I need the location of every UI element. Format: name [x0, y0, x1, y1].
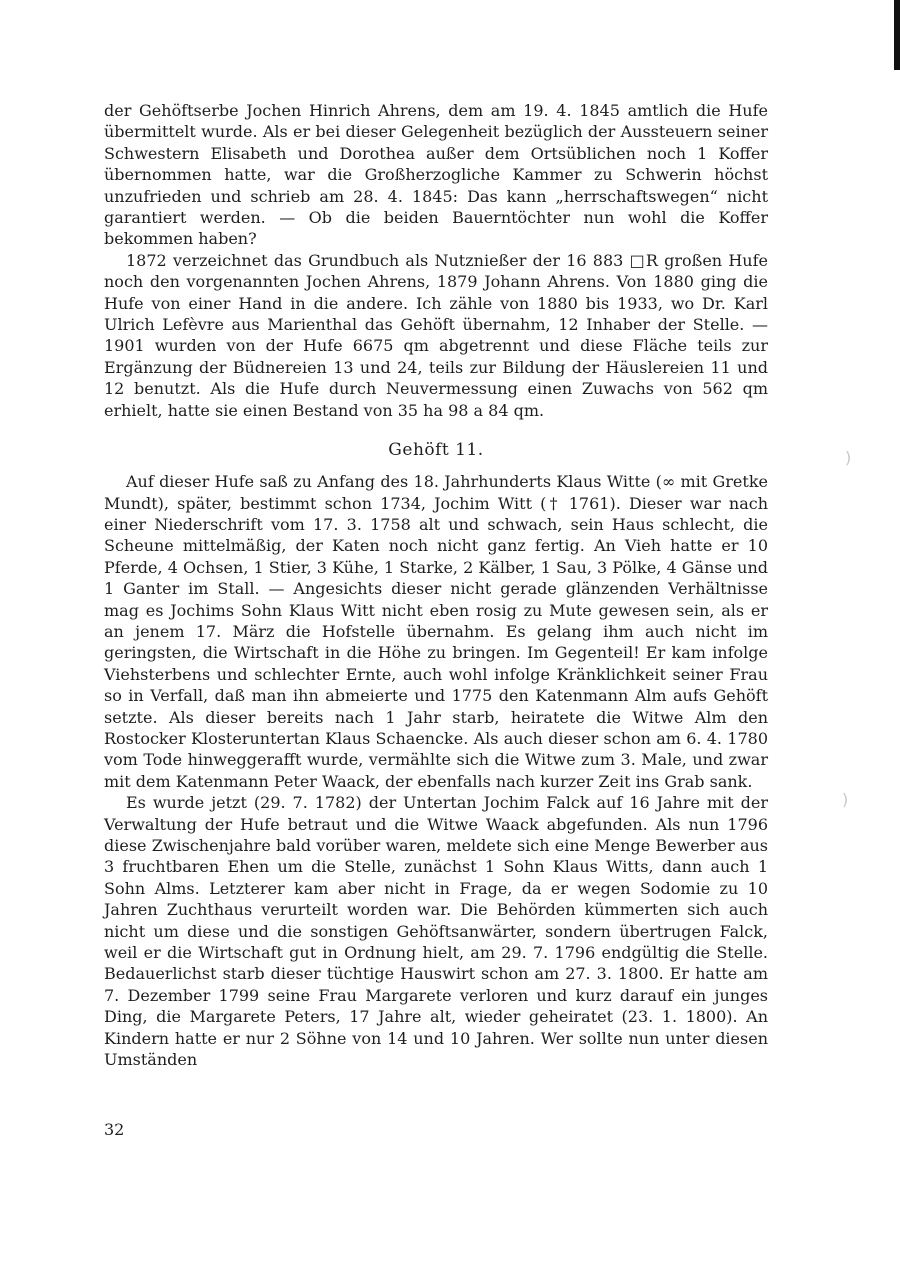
page-edge-bar: [894, 0, 900, 70]
page-number: 32: [104, 1120, 125, 1139]
paragraph-falck: Es wurde jetzt (29. 7. 1782) der Untertan Jochim Falck auf 16 Jahre mit der Verwaltung der Hufe betraut und die Witwe Waack abgefunden. Als nun 1796 diese Zwischenjahre bald vorüber waren, meldete sich eine Menge Bewerber aus 3 fruchtbaren Ehen um die Stelle, zunächst 1 Sohn Klaus Witts, dann auch 1 Sohn Alms. Letzterer kam aber nicht in Frage, da er wegen Sodomie zu 10 Jahren Zuchthaus verurteilt worden war. Die Behörden kümmerten sich auch nicht um diese und die sonstigen Gehöftsanwärter, sondern übertrugen Falck, weil er die Wirtschaft gut in Ordnung hielt, am 29. 7. 1796 endgültig die Stelle. Bedauerlichst starb dieser tüchtige Hauswirt schon am 27. 3. 1800. Er hatte am 7. Dezember 1799 seine Frau Margarete verloren und kurz darauf ein junges Ding, die Margarete Peters, 17 Jahre alt, wieder geheiratet (23. 1. 1800). An Kindern hatte er nur 2 Söhne von 14 und 10 Jahren. Wer sollte nun unter diesen Umständen: [104, 793, 768, 1070]
paragraph-ahrens-heir: der Gehöftserbe Jochen Hinrich Ahrens, dem am 19. 4. 1845 amtlich die Hufe übermittelt wurde. Als er bei dieser Gelegenheit bezüglich der Aussteuern seiner Schwestern Elisabeth und Dorothea außer dem Ortsüblichen noch 1 Koffer übernommen hatte, war die Großherzogliche Kammer zu Schwerin höchst unzufrieden und schrieb am 28. 4. 1845: Das kann „herrschaftswegen“ nicht garantiert werden. — Ob die beiden Bauerntöchter nun wohl die Koffer bekommen haben?: [104, 101, 768, 249]
paragraph-land-register: 1872 verzeichnet das Grundbuch als Nutznießer der 16 883 □R großen Hufe noch den vorgenannten Jochen Ahrens, 1879 Johann Ahrens. Von 1880 ging die Hufe von einer Hand in die andere. Ich zähle von 1880 bis 1933, wo Dr. Karl Ulrich Lefèvre aus Marienthal das Gehöft übernahm, 12 Inhaber der Stelle. — 1901 wurden von der Hufe 6675 qm abgetrennt und diese Fläche teils zur Ergänzung der Büdnereien 13 und 24, teils zur Bildung der Häuslereien 11 und 12 benutzt. Als die Hufe durch Neuvermessung einen Zuwachs von 562 qm erhielt, hatte sie einen Bestand von 35 ha 98 a 84 qm.: [104, 250, 768, 420]
section-heading: Gehöft 11.: [388, 440, 484, 461]
margin-mark: ): [845, 448, 852, 467]
paragraph-witt-family: Auf dieser Hufe saß zu Anfang des 18. Jahrhunderts Klaus Witte (∞ mit Gretke Mundt), später, bestimmt schon 1734, Jochim Witt († 1761). Dieser war nach einer Niederschrift vom 17. 3. 1758 alt und schwach, sein Haus schlecht, die Scheune mittelmäßig, der Katen noch nicht ganz fertig. An Vieh hatte er 10 Pferde, 4 Ochsen, 1 Stier, 3 Kühe, 1 Starke, 2 Kälber, 1 Sau, 3 Pölke, 4 Gänse und 1 Ganter im Stall. — Angesichts dieser nicht gerade glänzenden Verhältnisse mag es Jochims Sohn Klaus Witt nicht eben rosig zu Mute gewesen sein, als er an jenem 17. März die Hofstelle übernahm. Es gelang ihm auch nicht im geringsten, die Wirtschaft in die Höhe zu bringen. Im Gegenteil! Er kam infolge Viehsterbens und schlechter Ernte, auch wohl infolge Kränklichkeit seiner Frau so in Verfall, daß man ihn abmeierte und 1775 den Katenmann Alm aufs Gehöft setzte. Als dieser bereits nach 1 Jahr starb, heiratete die Witwe Alm den Rostocker Klosteruntertan Klaus Schaencke. Als auch dieser schon am 6. 4. 1780 vom Tode hinweggerafft wurde, vermählte sich die Witwe zum 3. Male, und zwar mit dem Katenmann Peter Waack, der ebenfalls nach kurzer Zeit ins Grab sank.: [104, 472, 768, 791]
document-body: [104, 100, 768, 1070]
margin-mark: ): [842, 790, 849, 809]
